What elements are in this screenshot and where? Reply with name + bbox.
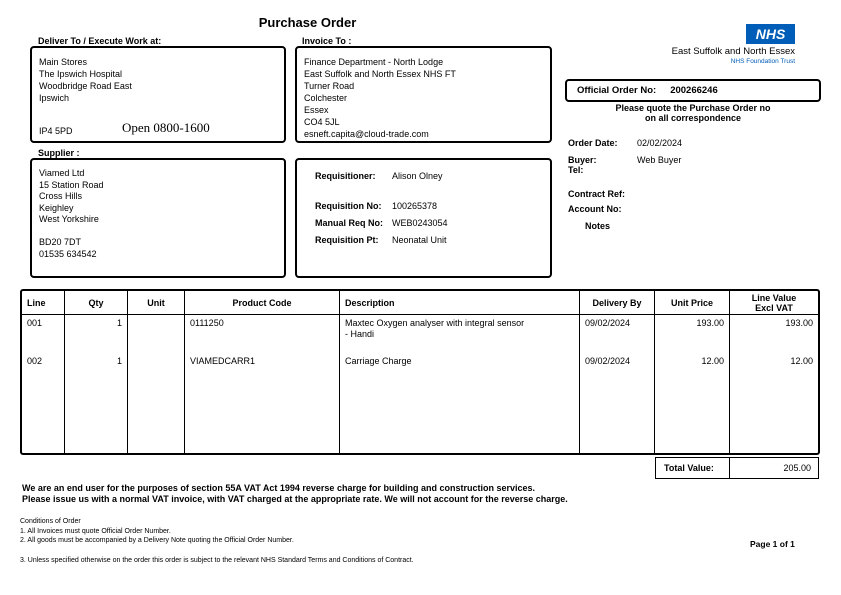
- qty-cell: 1: [65, 315, 128, 353]
- unit-cell: [128, 353, 185, 453]
- opening-hours: Open 0800-1600: [122, 120, 210, 135]
- invoice-address-line: Turner Road: [304, 81, 355, 91]
- header-line-value-2: Excl VAT: [755, 302, 793, 313]
- total-row: [655, 457, 819, 479]
- invoice-address-line: Essex: [304, 105, 329, 115]
- vat-notice: [22, 483, 802, 504]
- deliver-address-line: Woodbridge Road East: [39, 81, 132, 91]
- trust-subtitle: NHS Foundation Trust: [730, 58, 795, 65]
- quote-note-line1: Please quote the Purchase Order no: [615, 103, 771, 113]
- unit-price-cell: 12.00: [655, 353, 730, 453]
- contract-ref-label: Contract Ref:: [568, 189, 626, 199]
- requisition-no-field: [297, 201, 550, 211]
- conditions-of-order: [20, 517, 700, 565]
- delivery-by-cell: 09/02/2024: [580, 353, 655, 453]
- conditions-list: [20, 527, 700, 566]
- order-date-field: [568, 138, 682, 148]
- account-no-label: Account No:: [568, 204, 622, 214]
- buyer-field: [568, 155, 681, 165]
- header-line-value: [730, 291, 818, 315]
- quote-note: [565, 103, 821, 123]
- invoice-address: [297, 48, 550, 140]
- product-code-cell: 0111250: [185, 315, 340, 353]
- header-delivery-by: Delivery By: [580, 291, 655, 315]
- supplier-label: Supplier :: [38, 148, 80, 158]
- header-description: Description: [340, 291, 580, 315]
- conditions-title: Conditions of Order: [20, 518, 81, 525]
- nhs-logo: NHS: [746, 24, 795, 44]
- notes-label: Notes: [585, 221, 611, 231]
- account-no-field: [568, 204, 637, 214]
- deliver-postcode: IP4 5PD: [39, 126, 73, 136]
- unit-price-cell: 193.00: [655, 315, 730, 353]
- tel-field: [568, 165, 637, 175]
- supplier-address-line: West Yorkshire: [39, 214, 99, 224]
- header-line: Line: [22, 291, 65, 315]
- supplier-address-line: Keighley: [39, 202, 74, 213]
- requisitioner-field: [297, 171, 550, 181]
- manual-req-no-label: Manual Req No:: [315, 218, 384, 228]
- official-order-no-value: 200266246: [670, 85, 718, 96]
- invoice-address-line: esneft.capita@cloud-trade.com: [304, 129, 429, 139]
- invoice-to-label: Invoice To :: [302, 36, 352, 46]
- condition-item: 3. Unless specified otherwise on the order this order is subject to the relevant NHS Standard Terms and Conditions of Contract.: [20, 556, 414, 564]
- supplier-address-line: Cross Hills: [39, 191, 83, 201]
- deliver-address-line: Main Stores: [39, 57, 88, 67]
- line-value-cell: 193.00: [785, 318, 813, 328]
- invoice-address-line: CO4 5JL: [304, 117, 340, 127]
- header-unit: Unit: [128, 291, 185, 315]
- order-date-label: Order Date:: [568, 138, 618, 148]
- buyer-value: Web Buyer: [637, 155, 682, 165]
- requisition-box: [295, 158, 552, 278]
- supplier-box: [30, 158, 286, 278]
- manual-req-no-value: WEB0243054: [392, 218, 448, 228]
- supplier-address-line: 01535 634542: [39, 248, 97, 259]
- line-cell: 001: [22, 315, 65, 353]
- requisition-no-value: 100265378: [392, 201, 438, 211]
- delivery-by-cell: 09/02/2024: [580, 315, 655, 353]
- line-cell: 002: [22, 353, 65, 453]
- requisition-no-label: Requisition No:: [315, 201, 382, 211]
- supplier-address: [32, 160, 284, 260]
- trust-name: East Suffolk and North Essex: [671, 46, 795, 57]
- official-order-no-box: [565, 79, 821, 102]
- deliver-address: [32, 48, 284, 104]
- product-code-cell: VIAMEDCARR1: [185, 353, 340, 453]
- requisitioner-value: Alison Olney: [392, 171, 443, 181]
- requisitioner-label: Requisitioner:: [315, 171, 376, 181]
- line-value-cell: 12.00: [790, 356, 813, 366]
- description-cell: [340, 315, 580, 353]
- header-product-code: Product Code: [185, 291, 340, 315]
- supplier-address-line: Viamed Ltd: [39, 168, 85, 178]
- deliver-to-box: [30, 46, 286, 143]
- total-value: 205.00: [729, 457, 819, 479]
- unit-cell: [128, 315, 185, 353]
- invoice-address-line: Colchester: [304, 93, 348, 103]
- requisition-pt-field: [297, 235, 550, 245]
- tel-label: Tel:: [568, 165, 584, 175]
- official-order-no-label: Official Order No:: [577, 85, 657, 96]
- invoice-to-box: [295, 46, 552, 143]
- invoice-address-line: East Suffolk and North Essex NHS FT: [304, 69, 456, 79]
- description-text: Carriage Charge: [345, 356, 412, 366]
- manual-req-no-field: [297, 218, 550, 228]
- deliver-address-line: Ipswich: [39, 93, 70, 103]
- page-number: Page 1 of 1: [750, 539, 795, 549]
- description-text: Maxtec Oxygen analyser with integral sensor - Handi: [345, 318, 525, 339]
- order-date-value: 02/02/2024: [637, 138, 683, 148]
- page-title: Purchase Order: [258, 15, 357, 30]
- header-unit-price: Unit Price: [655, 291, 730, 315]
- supplier-address-line: BD20 7DT: [39, 237, 82, 247]
- vat-notice-line1: We are an end user for the purposes of section 55A VAT Act 1994 reverse charge for building and construction services.: [22, 483, 535, 493]
- header-line-value-1: Line Value: [751, 292, 797, 303]
- vat-notice-line2: Please issue us with a normal VAT invoice, with VAT charged at the appropriate rate. We will not account for the reverse charge.: [22, 493, 568, 504]
- requisition-pt-value: Neonatal Unit: [392, 235, 447, 245]
- total-value-label: Total Value:: [655, 457, 730, 479]
- line-items-table: [20, 289, 820, 455]
- qty-cell: 1: [65, 353, 128, 453]
- quote-note-line2: on all correspondence: [644, 113, 742, 123]
- deliver-to-label: Deliver To / Execute Work at:: [38, 36, 162, 46]
- condition-item: 1. All Invoices must quote Official Order Number.: [20, 527, 171, 535]
- contract-ref-field: [568, 189, 637, 199]
- requisition-pt-label: Requisition Pt:: [315, 235, 379, 245]
- deliver-address-line: The Ipswich Hospital: [39, 69, 123, 79]
- header-qty: Qty: [65, 291, 128, 315]
- supplier-address-line: 15 Station Road: [39, 179, 104, 190]
- supplier-address-line: [39, 226, 277, 238]
- invoice-address-line: Finance Department - North Lodge: [304, 57, 444, 67]
- buyer-label: Buyer:: [568, 155, 597, 165]
- condition-item: 2. All goods must be accompanied by a Delivery Note quoting the Official Order Number.: [20, 537, 294, 544]
- description-cell: [340, 353, 580, 453]
